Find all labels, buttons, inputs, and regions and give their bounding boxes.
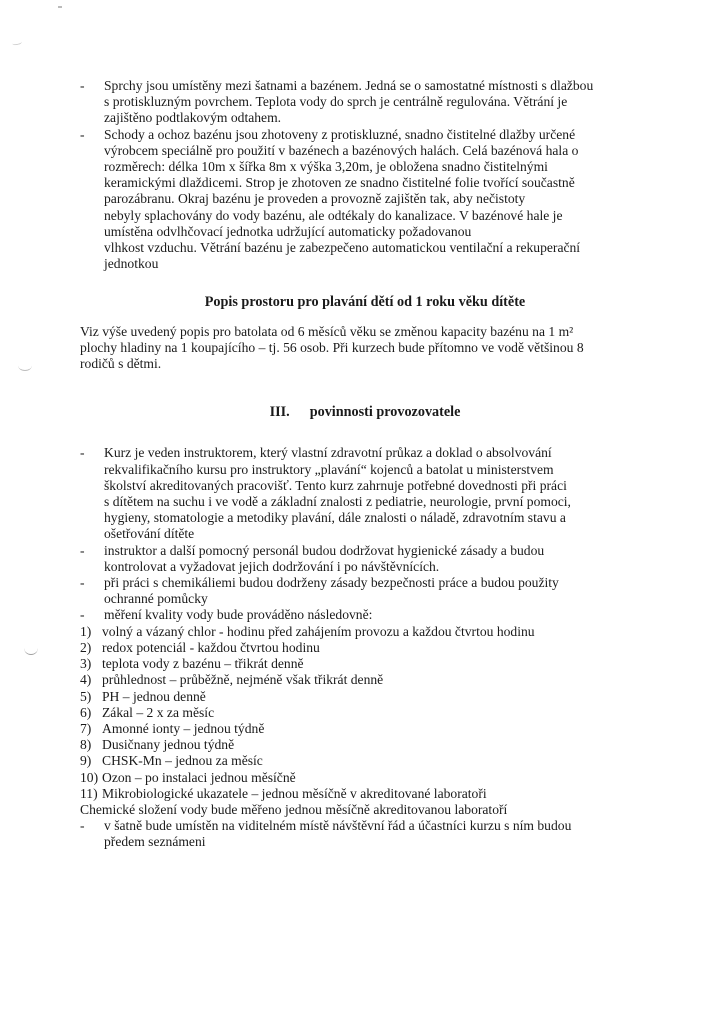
section-number: III. [269,404,290,421]
list-text: teplota vody z bazénu – třikrát denně [102,656,304,672]
measurement-list [80,624,650,802]
list-item [80,624,650,640]
bullet-showers [80,78,650,127]
list-item [80,786,650,802]
list-item [80,753,650,769]
scan-artifact [12,39,23,46]
paragraph-children-pool [80,324,650,373]
list-number: 10) [80,769,99,785]
bullet-line: parozábranu. Okraj bazénu je proveden a provozně zajištěn tak, aby nečistoty [104,191,526,207]
bullet-line: Kurz je veden instruktorem, který vlastní zdravotní průkaz a doklad o absolvování [104,445,552,461]
list-item [80,672,650,688]
bullet-line: rozměrech: délka 10m x šířka 8m x výška 3,20m, je obložena snadno čistitelnými [104,159,548,175]
bullet-line: kontrolovat a vyžadovat jejich dodržování i po návštěvnících. [104,558,440,574]
bullet-line: nebyly splachovány do vody bazénu, ale odtékaly do kanalizace. V bazénové hale je [104,207,563,223]
scan-artifact [58,6,62,8]
bullet-dash: - [80,126,85,142]
bullet-dash: - [80,607,85,623]
bullet-dash: - [80,445,85,461]
section-heading-1: Popis prostoru pro plavání dětí od 1 roku věku dítěte [204,294,526,311]
bullet-line: školství akreditovaných pracovišť. Tento kurz zahrnuje potřebné dovednosti při práci [104,477,567,493]
list-text: průhlednost – průběžně, nejméně však třikrát denně [102,672,384,688]
bullet-line: ošetřování dítěte [104,526,195,542]
bullet-line: instruktor a další pomocný personál budou dodržovat hygienické zásady a budou [104,542,545,558]
scan-artifact [18,360,32,371]
bullet-line: hygieny, stomatologie a metodiky plavání, dále znalosti o náladě, zdravotním stavu a [104,510,566,526]
bullet-line: Sprchy jsou umístěny mezi šatnami a bazénem. Jedná se o samostatné místnosti s dlažbou [104,78,594,93]
bullet-dash: - [80,542,85,558]
bullet-line: vlhkost vzduchu. Větrání bazénu je zabezpečeno automatickou ventilační a rekuperační [104,240,581,256]
list-text: Ozon – po instalaci jednou měsíčně [102,769,296,785]
list-number: 6) [80,704,92,720]
list-item [80,737,650,753]
bullet-water-quality [80,607,650,623]
bullet-line: ochranné pomůcky [104,591,208,607]
list-item [80,656,650,672]
list-number: 4) [80,672,92,688]
list-text: redox potenciál - každou čtvrtou hodinu [102,639,320,655]
list-number: 1) [80,623,92,639]
list-number: 9) [80,753,92,769]
paragraph-line: rodičů s dětmi. [80,356,162,372]
list-text: PH – jednou denně [102,688,206,704]
bullet-chemicals [80,575,650,607]
list-item [80,705,650,721]
list-text: Amonné ionty – jednou týdně [102,720,265,736]
bullet-line: předem seznámeni [104,834,206,850]
list-item [80,770,650,786]
chemical-composition-note: Chemické složení vody bude měřeno jednou měsíčně akreditovanou laboratoří [80,801,508,817]
paragraph-line: plochy hladiny na 1 koupajícího – tj. 56 osob. Při kurzech bude přítomno ve vodě většinou 8 [80,339,584,355]
bullet-line: při práci s chemikáliemi budou dodrženy zásady bezpečnosti práce a budou použity [104,575,559,591]
list-number: 3) [80,656,92,672]
section-title: povinnosti provozovatele [309,404,461,421]
bullet-line: zajištěno podtlakovým odtahem. [104,110,282,126]
list-text: Dusičnany jednou týdně [102,737,235,753]
bullet-dash: - [80,575,85,591]
bullet-line: s dítětem na suchu i ve vodě a základní znalosti z pediatrie, neurologie, první pomoci, [104,494,571,510]
list-text: Zákal – 2 x za měsíc [102,704,215,720]
bullet-line: keramickými dlaždicemi. Strop je zhotoven ze snadno čistitelné folie tvořící součastně [104,175,575,191]
bullet-hygiene [80,543,650,575]
list-number: 7) [80,720,92,736]
list-number: 8) [80,737,92,753]
bullet-visitor-rules [80,818,650,850]
bullet-line: s protiskluzným povrchem. Teplota vody do sprch je centrálně regulována. Větrání je [104,94,568,110]
bullet-line: Schody a ochoz bazénu jsou zhotoveny z protiskluzné, snadno čistitelné dlažby určené [104,126,576,142]
bullet-line: rekvalifikačního kursu pro instruktory „plavání“ kojenců a batolat u ministerstvem [104,461,554,477]
bullet-line: v šatně bude umístěn na viditelném místě návštěvní řád a účastníci kurzu s ním budou [104,818,572,834]
bullet-dash: - [80,78,85,93]
paragraph-line: Viz výše uvedený popis pro batolata od 6 měsíců věku se změnou kapacity bazénu na 1 m² [80,323,574,339]
list-text: volný a vázaný chlor - hodinu před zahájením provozu a každou čtvrtou hodinu [102,623,535,639]
list-number: 5) [80,688,92,704]
bullet-pool-hall [80,127,650,273]
list-item [80,689,650,705]
bullet-line: jednotkou [104,256,159,272]
document-body [80,78,650,851]
section-heading-3 [80,404,650,420]
bullet-line: umístěna odvlhčovací jednotka udržující automaticky požadovanou [104,223,472,239]
list-text: CHSK-Mn – jednou za měsíc [102,753,263,769]
list-number: 2) [80,639,92,655]
bullet-dash: - [80,818,85,834]
bullet-instructor [80,445,650,542]
bullet-line: výrobcem speciálně pro použití v bazénech a bazénových halách. Celá bazénová hala o [104,142,579,158]
list-item [80,640,650,656]
list-item [80,721,650,737]
list-text: Mikrobiologické ukazatele – jednou měsíčně v akreditované laboratoři [102,785,487,801]
scan-artifact [24,640,38,655]
bullet-line: měření kvality vody bude prováděno následovně: [104,607,373,623]
list-number: 11) [80,785,98,801]
